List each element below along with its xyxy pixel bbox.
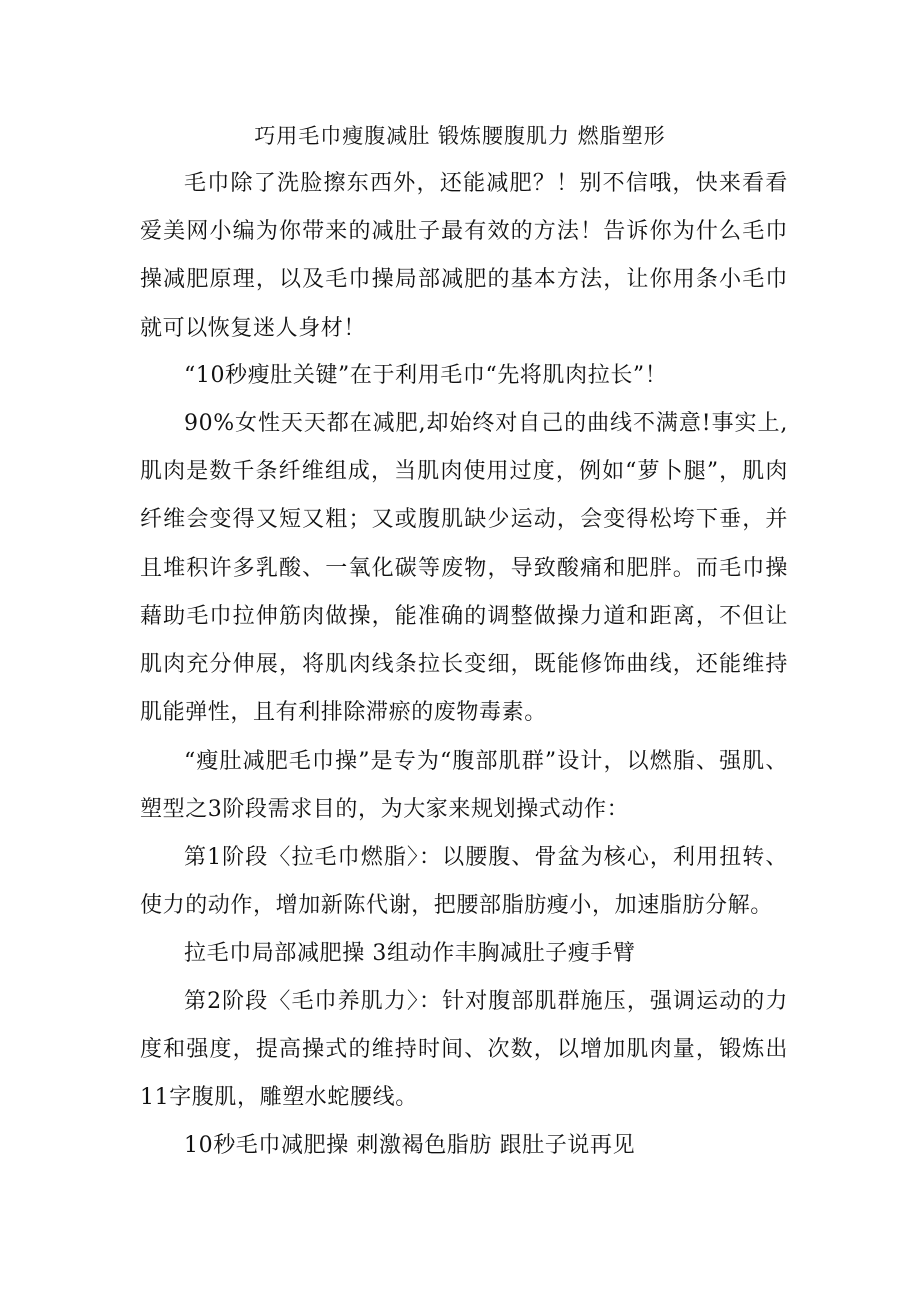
stage-1-paragraph: 第1阶段〈拉毛巾燃脂〉：以腰腹、骨盆为核心，利用扭转、使力的动作，增加新陈代谢，把腰部脂肪瘦小，加速脂肪分解。 <box>140 845 788 919</box>
stage-2-paragraph: 第2阶段〈毛巾养肌力〉：针对腹部肌群施压，强调运动的力度和强度，提高操式的维持时间、次数，以增加肌肉量，锻炼出11字腹肌，雕塑水蛇腰线。 <box>140 989 788 1111</box>
page-title: 巧用毛巾瘦腹减肚 锻炼腰腹肌力 燃脂塑形 <box>254 124 666 148</box>
explanation-paragraph: 90%女性天天都在减肥,却始终对自己的曲线不满意!事实上,肌肉是数千条纤维组成，当肌肉使用过度，例如“萝卜腿”，肌肉纤维会变得又短又粗；又或腹肌缺少运动，会变得松垮下垂，并且堆积许多乳酸、一氧化碳等废物，导致酸痛和肥胖。而毛巾操藉助毛巾拉伸筋肉做操，能准确的调整做操力道和距离，不但让肌肉充分伸展，将肌肉线条拉长变细，既能修饰曲线，还能维持肌能弹性，且有利排除滞瘀的废物毒素。 <box>140 411 788 726</box>
related-link-1: 拉毛巾局部减肥操 3组动作丰胸减肚子瘦手臂 <box>184 941 636 966</box>
program-intro-paragraph: “瘦肚减肥毛巾操”是专为“腹部肌群”设计，以燃脂、强肌、塑型之3阶段需求目的，为大家来规划操式动作： <box>140 749 788 823</box>
key-point-heading: “10秒瘦肚关键”在于利用毛巾“先将肌肉拉长”！ <box>184 363 668 388</box>
related-link-2: 10秒毛巾减肥操 刺激褐色脂肪 跟肚子说再见 <box>184 1133 636 1158</box>
intro-paragraph: 毛巾除了洗脸擦东西外，还能减肥？！别不信哦，快来看看爱美网小编为你带来的减肚子最有效的方法！告诉你为什么毛巾操减肥原理，以及毛巾操局部减肥的基本方法，让你用条小毛巾就可以恢复迷人身材！ <box>140 171 788 341</box>
